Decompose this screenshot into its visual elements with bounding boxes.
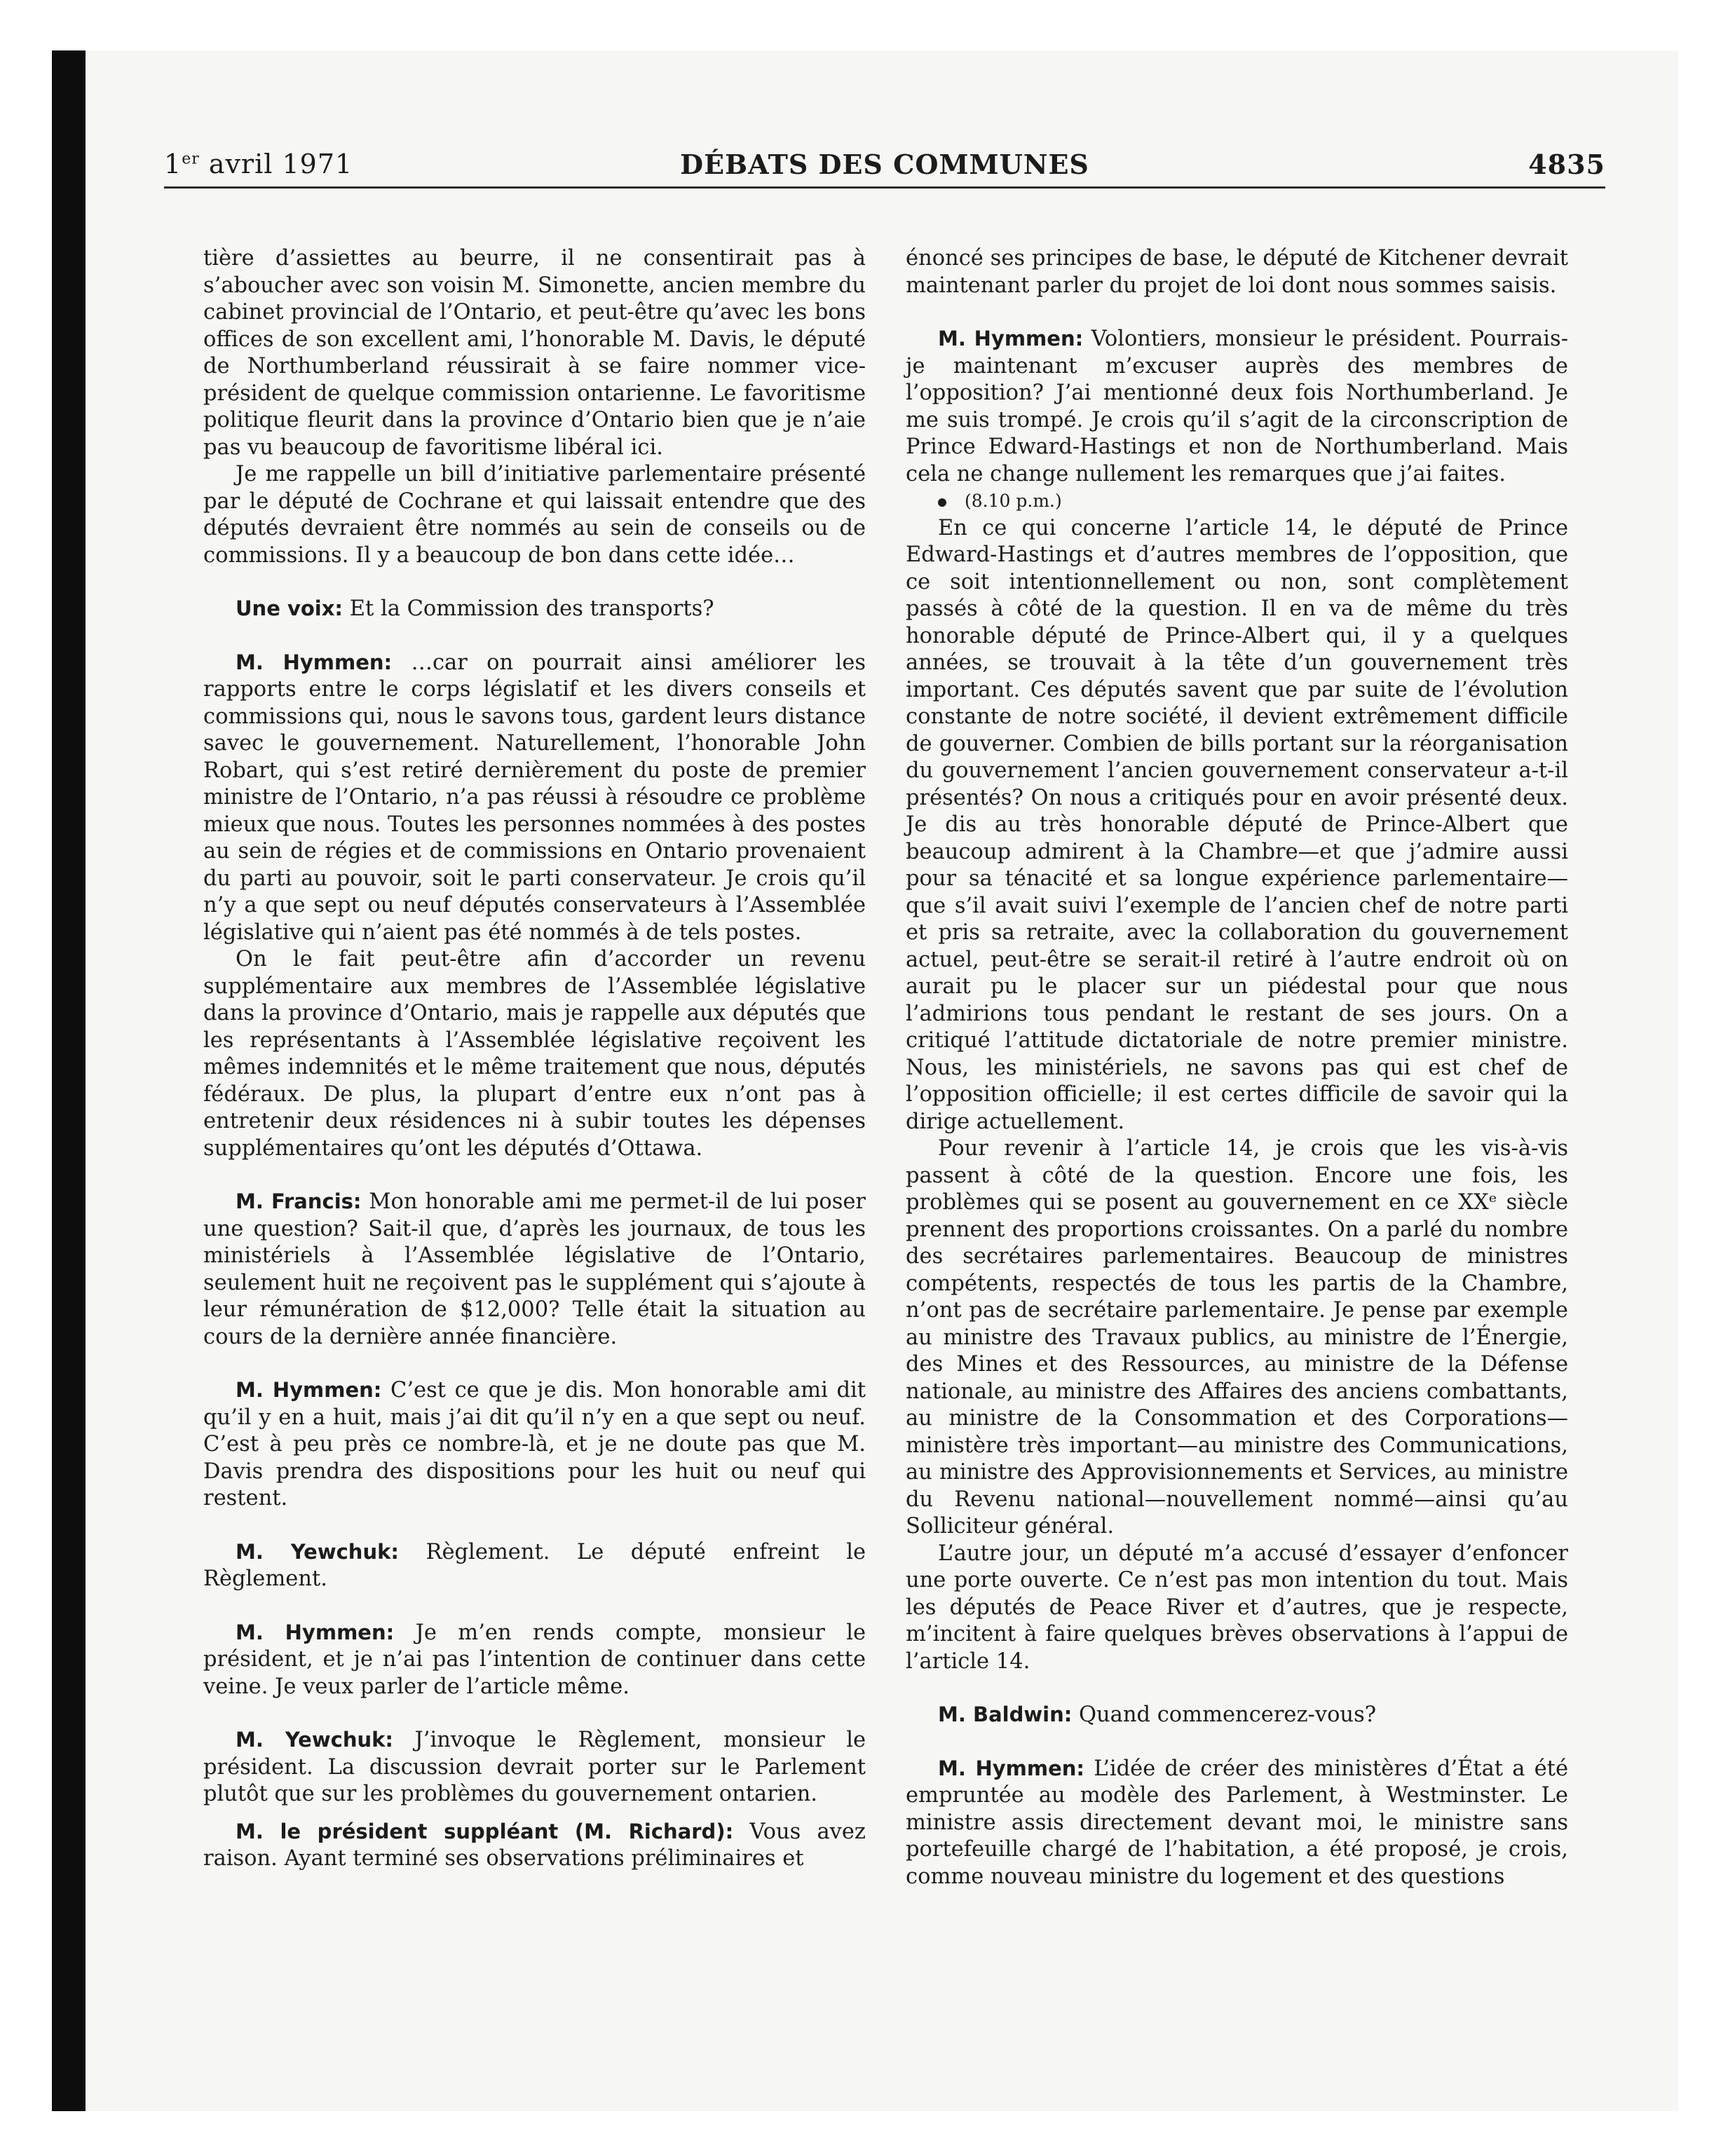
speech: M. Hymmen: C’est ce que je dis. Mon honorable ami dit qu’il y en a huit, mais j’ai dit qu’il n’y en a que sept ou neuf. C’est à peu près ce nombre-là, et je ne doute pas que M. Davis prendra des dispositions pour les huit ou neuf qui restent. bbox=[203, 1378, 866, 1510]
timestamp: (8.10 p.m.) bbox=[906, 488, 1568, 515]
speaker-name: M. Yewchuk: bbox=[236, 1539, 399, 1564]
header-title: DÉBATS DES COMMUNES bbox=[680, 149, 1089, 180]
right-column bbox=[906, 245, 1568, 1890]
paragraph: Je me rappelle un bill d’initiative parlementaire présenté par le député de Cochrane et qui laissait entendre que des députés devraient être nommés au sein de conseils ou de commissions. Il y a beaucoup de bon dans cette idée… bbox=[203, 462, 866, 568]
speech: M. le président suppléant (M. Richard): Vous avez raison. Ayant terminé ses observations préliminaires et bbox=[203, 1819, 866, 1871]
paragraph: Pour revenir à l’article 14, je crois que les vis-à-vis passent à côté de la question. Encore une fois, les problèmes qui se posent au gouvernement en ce XXᵉ siècle prennent des proportions croissantes. On a parlé du nombre des secrétaires parlementaires. Beaucoup de ministres compétents, respectés de tous les partis de la Chambre, n’ont pas de secrétaire parlementaire. Je pense par exemple au ministre des Travaux publics, au ministre de l’Énergie, des Mines et des Ressources, au ministre de la Défense nationale, au ministre des Affaires des anciens combattants, au ministre de la Consommation et des Corporations—ministère très important—au ministre des Communications, au ministre des Approvisionnements et Services, au ministre du Revenu national—nouvellement nommé—ainsi qu’au Solliciteur général. bbox=[906, 1136, 1568, 1538]
speaker-name: M. Hymmen: bbox=[938, 327, 1084, 350]
speech: M. Baldwin: Quand commencerez-vous? bbox=[938, 1703, 1377, 1727]
speaker-name: M. Yewchuk: bbox=[236, 1728, 393, 1752]
paragraph: On le fait peut-être afin d’accorder un revenu supplémentaire aux membres de l’Assemblée législative dans la province d’Ontario, mais je rappelle aux députés que les représentants à l’Assemblée législative reçoivent les mêmes indemnités et le même traitement que nous, députés fédéraux. De plus, la plupart d’entre eux n’ont pas à entretenir deux résidences ni à subir toutes les dépenses supplémentaires qu’ont les députés d’Ottawa. bbox=[203, 947, 866, 1161]
speech: M. Hymmen: …car on pourrait ainsi améliorer les rapports entre le corps législatif et les divers conseils et commissions qui, nous le savons tous, gardent leurs distance savec le gouvernement. Naturellement, l’honorable John Robart, qui s’est retiré dernièrement du poste de premier ministre de l’Ontario, n’a pas réussi à résoudre ce problème mieux que nous. Toutes les personnes nommées à des postes au sein de régies et de commissions en Ontario provenaient du parti au pouvoir, soit le parti conservateur. Je crois qu’il n’y a que sept ou neuf députés conservateurs à l’Assemblée législative qui n’aient pas été nommés à de tels postes. bbox=[203, 650, 866, 945]
speaker-name: M. Hymmen: bbox=[938, 1756, 1085, 1780]
paragraph: En ce qui concerne l’article 14, le député de Prince Edward-Hastings et d’autres membres de l’opposition, que ce soit intentionnellement ou non, sont complètement passés à côté de la question. Il en va de même du très honorable député de Prince-Albert qui, il y a quelques années, se trouvait à la tête d’un gouvernement très important. Ces députés savent que par suite de l’évolution constante de notre société, il devient extrêmement difficile de gouverner. Combien de bills portant sur la réorganisation du gouvernement l’ancien gouvernement conservateur a-t-il présentés? On nous a critiqués pour en avoir présenté deux. Je dis au très honorable député de Prince-Albert que beaucoup admirent à la Chambre—et que j’admire aussi pour sa ténacité et sa longue expérience parlementaire—que s’il avait suivi l’exemple de l’ancien chef de notre parti et pris sa retraite, avec la collaboration du gouvernement actuel, peut-être se serait-il retiré à l’autre endroit où on aurait pu le placer sur un piédestal pour que nous l’admirions tous pendant le restant de ses jours. On a critiqué l’attitude dictatoriale de notre premier ministre. Nous, les ministériels, ne savons pas qui est chef de l’opposition officielle; il est certes difficile de savoir qui la dirige actuellement. bbox=[906, 515, 1568, 1134]
speaker-name: M. Hymmen: bbox=[236, 650, 393, 674]
speech: M. Hymmen: L’idée de créer des ministères d’État a été empruntée au modèle des Parlement, à Westminster. Le ministre assis directement devant moi, le ministre sans portefeuille chargé de l’habitation, a été proposé, je crois, comme nouveau ministre du logement et des questions bbox=[906, 1756, 1568, 1889]
page-number: 4835 bbox=[1528, 149, 1605, 180]
speech: M. Hymmen: Volontiers, monsieur le président. Pourrais-je maintenant m’excuser auprès des membres de l’opposition? J’ai mentionné deux fois Northumberland. Je me suis trompé. Je crois qu’il s’agit de la circonscription de Prince Edward-Hastings et non de Northumberland. Mais cela ne change nullement les remarques que j’ai faites. bbox=[906, 327, 1568, 486]
paragraph: L’autre jour, un député m’a accusé d’essayer d’enfoncer une porte ouverte. Ce n’est pas mon intention du tout. Mais les députés de Peace River et d’autres, que je respecte, m’incitent à faire quelques brèves observations à l’appui de l’article 14. bbox=[906, 1541, 1568, 1674]
speaker-name: M. Hymmen: bbox=[236, 1620, 395, 1644]
bullet-icon bbox=[938, 498, 946, 507]
speech: Une voix: Et la Commission des transports? bbox=[236, 596, 714, 621]
speaker-name: M. le président suppléant (M. Richard): bbox=[236, 1819, 734, 1843]
paragraph: tière d’assiettes au beurre, il ne consentirait pas à s’aboucher avec son voisin M. Simonette, ancien membre du cabinet provincial de l’Ontario, et peut-être qu’avec les bons offices de son excellent ami, l’honorable M. Davis, le député de Northumberland réussirait à se faire nommer vice-président de quelque commission ontarienne. Le favoritisme politique fleurit dans la province d’Ontario bien que je n’aie pas vu beaucoup de favoritisme libéral ici. bbox=[203, 246, 866, 460]
speaker-name: Une voix: bbox=[236, 596, 343, 620]
scan-edge bbox=[52, 50, 86, 2111]
speech: M. Yewchuk: J’invoque le Règlement, monsieur le président. La discussion devrait porter sur le Parlement plutôt que sur les problèmes du gouvernement ontarien. bbox=[203, 1728, 866, 1806]
left-column bbox=[203, 245, 866, 1873]
speech: M. Yewchuk: Règlement. Le député enfreint le Règlement. bbox=[203, 1539, 866, 1591]
paragraph: énoncé ses principes de base, le député de Kitchener devrait maintenant parler du projet de loi dont nous sommes saisis. bbox=[906, 246, 1568, 298]
header-rule bbox=[164, 186, 1605, 189]
header-date: 1er avril 1971 bbox=[164, 149, 353, 179]
speaker-name: M. Baldwin: bbox=[938, 1703, 1073, 1726]
speech: M. Francis: Mon honorable ami me permet-il de lui poser une question? Sait-il que, d’après les journaux, de tous les ministériels à l’Assemblée législative de l’Ontario, seulement huit ne reçoivent pas le supplément qui s’ajoute à leur rémunération de $12,000? Telle était la situation au cours de la dernière année financière. bbox=[203, 1189, 866, 1349]
running-header bbox=[164, 149, 1605, 188]
speaker-name: M. Hymmen: bbox=[236, 1378, 382, 1402]
speaker-name: M. Francis: bbox=[236, 1189, 362, 1213]
speech: M. Hymmen: Je m’en rends compte, monsieur le président, et je n’ai pas l’intention de continuer dans cette veine. Je veux parler de l’article même. bbox=[203, 1620, 866, 1699]
